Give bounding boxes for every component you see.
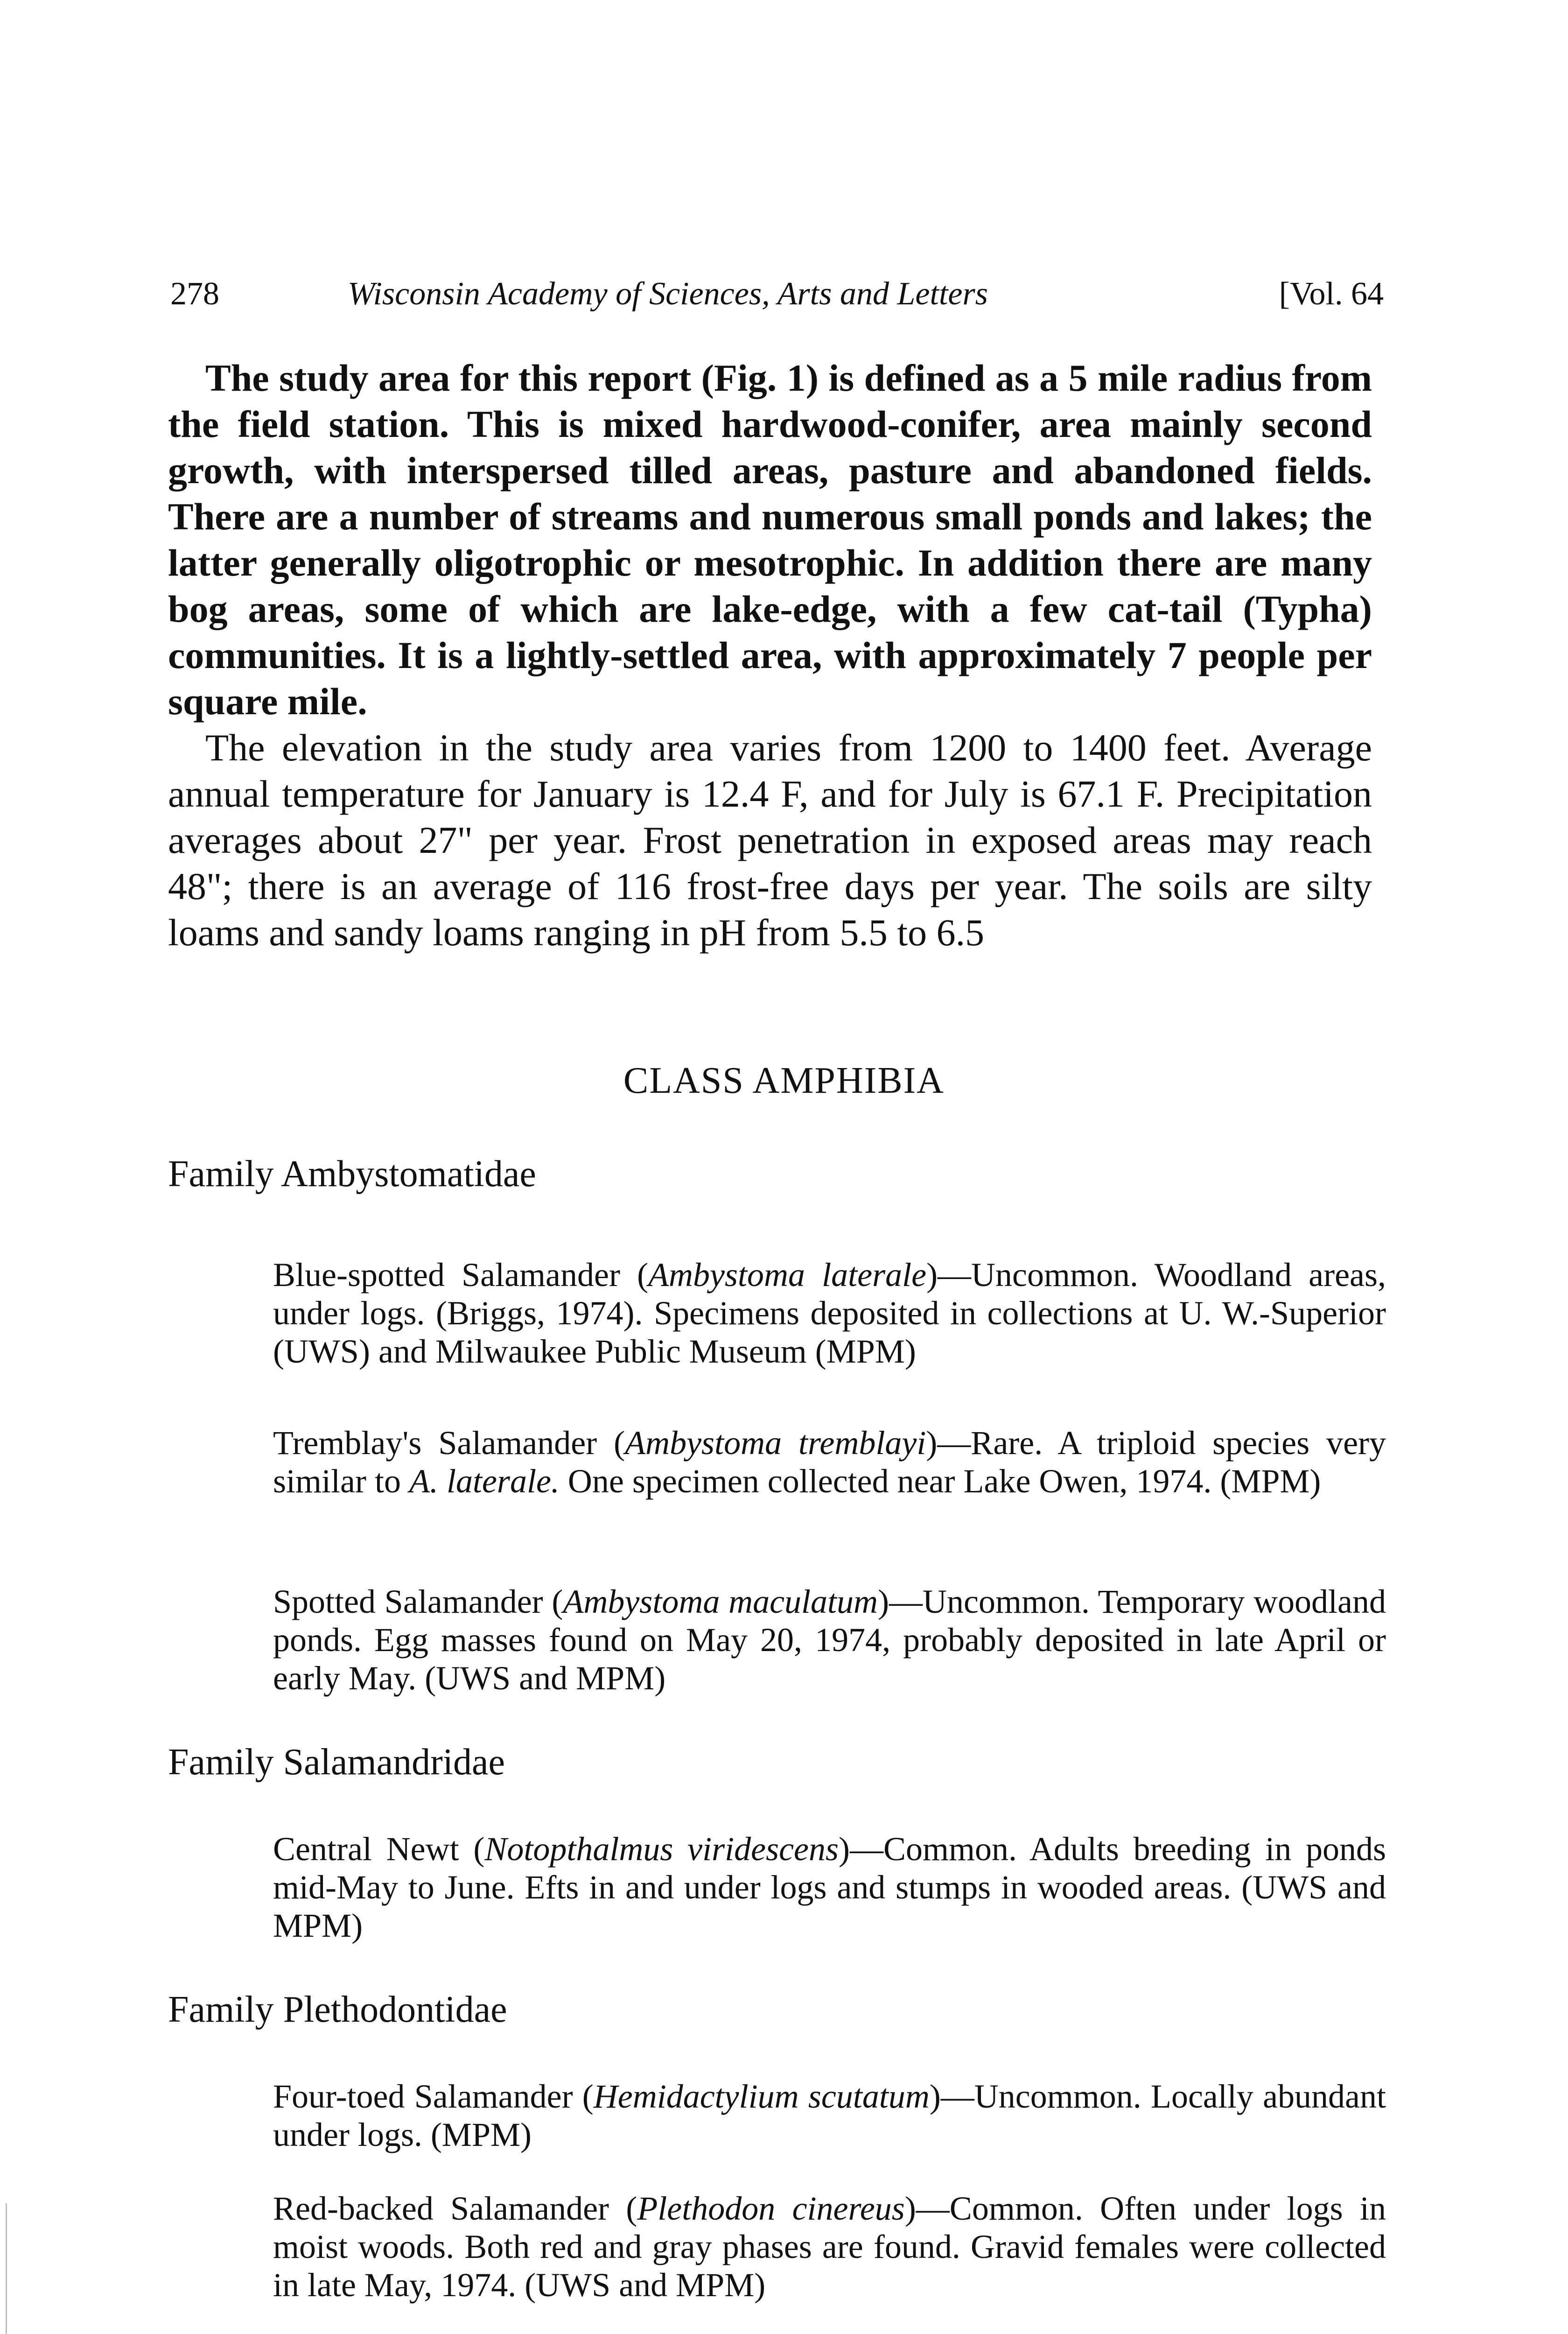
species-entry: Four-toed Salamander (Hemidactylium scutatum)—Uncommon. Locally abundant under logs. (MPM) <box>273 2078 1386 2153</box>
family-heading: Family Plethodontidae <box>168 1989 507 2030</box>
page-number: 278 <box>170 276 219 312</box>
scan-margin-line <box>6 2203 7 2334</box>
scientific-name: Ambystoma laterale <box>648 1256 927 1294</box>
species-entry: Central Newt (Notopthalmus viridescens)—Common. Adults breeding in ponds mid-May to June. Efts in and under logs and stumps in wooded areas. (UWS and MPM) <box>273 1830 1386 1944</box>
family-heading: Family Ambystomatidae <box>168 1153 536 1195</box>
scientific-name: Hemidactylium scutatum <box>593 2078 930 2115</box>
volume-label: [Vol. 64 <box>1279 276 1384 312</box>
scientific-name: Ambystoma tremblayi <box>625 1424 926 1462</box>
study-area-paragraph: The study area for this report (Fig. 1) is defined as a 5 mile radius from the field station. This is mixed hardwood-conifer, area mainly second growth, with interspersed tilled areas, pasture and abandoned fields. There are a number of streams and numerous small ponds and lakes; the latter generally oligotrophic or mesotrophic. In addition there are many bog areas, some of which are lake-edge, with a few cat-tail (Typha) communities. It is a lightly-settled area, with approximately 7 people per square mile. <box>168 357 1372 723</box>
scientific-name: Plethodon cinereus <box>637 2190 905 2227</box>
elevation-paragraph: The elevation in the study area varies from 1200 to 1400 feet. Average annual temperature for January is 12.4 F, and for July is 67.1 F. Precipitation averages about 27" per year. Frost penetration in exposed areas may reach 48"; there is an average of 116 frost-free days per year. The soils are silty loams and sandy loams ranging in pH from 5.5 to 6.5 <box>168 726 1372 954</box>
species-entry: Tremblay's Salamander (Ambystoma tremblayi)—Rare. A triploid species very similar to A. laterale. One specimen collected near Lake Owen, 1974. (MPM) <box>273 1424 1386 1500</box>
journal-title: Wisconsin Academy of Sciences, Arts and Letters <box>348 276 988 312</box>
scientific-name: Ambystoma maculatum <box>563 1583 878 1620</box>
class-heading: CLASS AMPHIBIA <box>623 1060 945 1101</box>
species-entry: Blue-spotted Salamander (Ambystoma laterale)—Uncommon. Woodland areas, under logs. (Briggs, 1974). Specimens deposited in collections at U. W.-Superior (UWS) and Milwaukee Public Museum (MPM) <box>273 1256 1386 1370</box>
family-heading: Family Salamandridae <box>168 1742 505 1783</box>
scientific-name: Notopthalmus viridescens <box>484 1830 839 1868</box>
scientific-name: A. laterale. <box>409 1462 560 1500</box>
species-entry: Red-backed Salamander (Plethodon cinereus)—Common. Often under logs in moist woods. Both red and gray phases are found. Gravid females were collected in late May, 1974. (UWS and MPM) <box>273 2190 1386 2304</box>
species-entry: Spotted Salamander (Ambystoma maculatum)—Uncommon. Temporary woodland ponds. Egg masses found on May 20, 1974, probably deposited in late April or early May. (UWS and MPM) <box>273 1583 1386 1697</box>
study-area-text <box>168 355 1372 956</box>
running-header <box>170 275 1384 327</box>
